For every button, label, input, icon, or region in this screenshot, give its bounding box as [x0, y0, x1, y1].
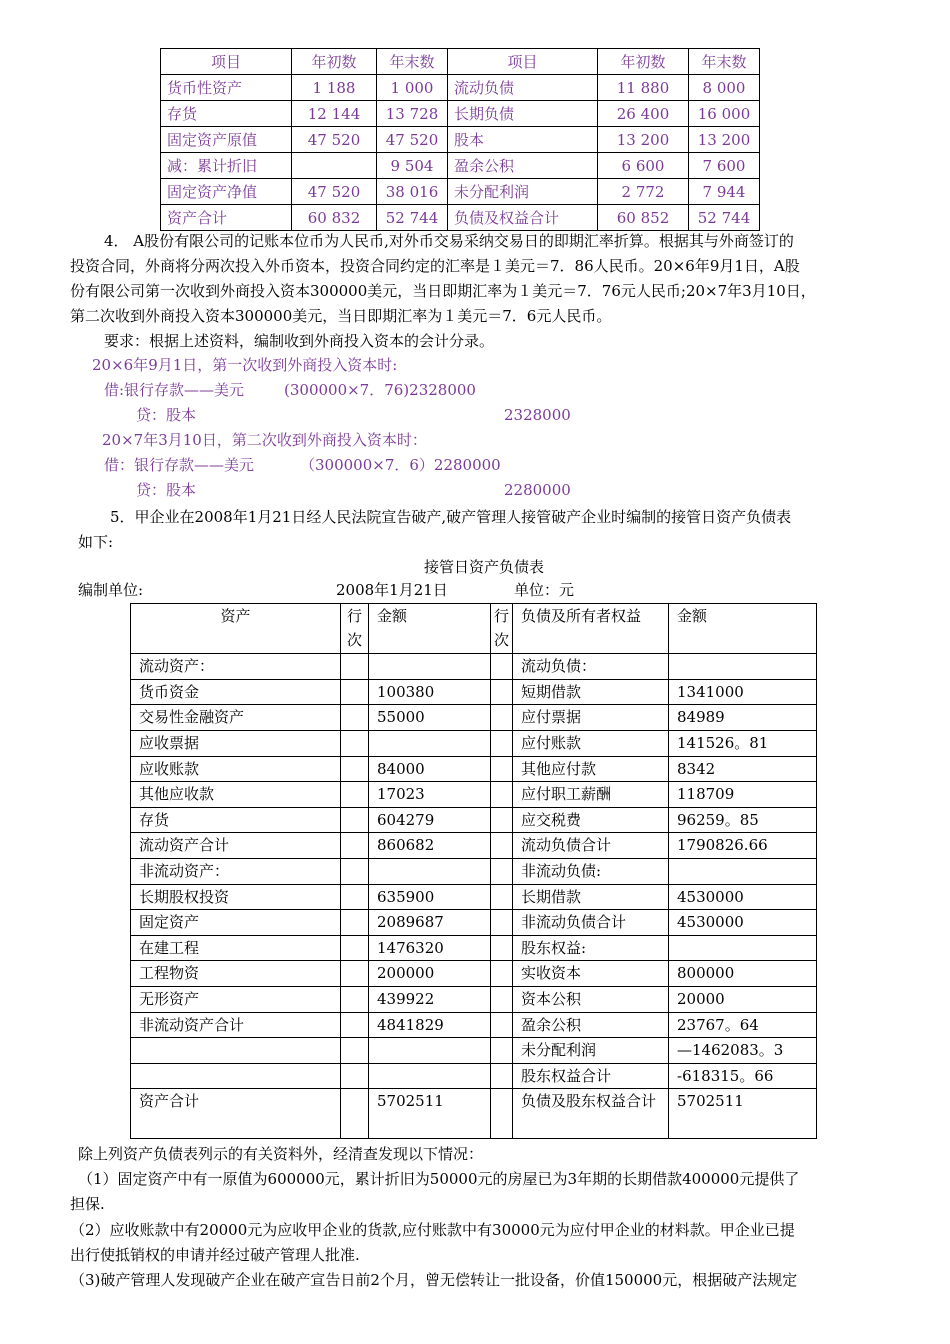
q4-line2: 投资合同，外商将分两次投入外币资本，投资合同约定的汇率是１美元＝7．86人民币。20×6年9月1日，A股: [70, 257, 800, 275]
table-cell: 股东权益:: [513, 935, 669, 961]
table-cell: 84000: [369, 756, 491, 782]
table-header-cell: 项目: [161, 49, 292, 75]
table-cell: [341, 858, 369, 884]
table-cell: 未分配利润: [448, 179, 598, 205]
table-cell: 货币资金: [131, 679, 341, 705]
table-row: [161, 153, 760, 179]
table-cell: 4530000: [669, 910, 817, 936]
table-cell: [341, 1063, 369, 1089]
table-cell: 60 852: [598, 205, 689, 231]
table-cell: 无形资产: [131, 986, 341, 1012]
table-cell: 应收票据: [131, 730, 341, 756]
table-cell: [341, 654, 369, 680]
table-cell: 96259。85: [669, 807, 817, 833]
q5-item1a: （1）固定资产中有一原值为600000元，累计折旧为50000元的房屋已为3年期的长期借款400000元提供了: [78, 1170, 800, 1188]
table-cell: [341, 705, 369, 731]
table-cell: [491, 1063, 513, 1089]
balance-table-1: [160, 48, 760, 231]
q4-line4: 第二次收到外商投入资本300000美元，当日即期汇率为１美元＝7．6元人民币。: [70, 307, 612, 325]
table-cell: 流动资产合计: [131, 833, 341, 859]
table-cell: 资产合计: [131, 1089, 341, 1139]
table-cell: [341, 807, 369, 833]
table-row: [131, 679, 817, 705]
table-cell: [341, 961, 369, 987]
table-cell: 439922: [369, 986, 491, 1012]
table-cell: 60 832: [292, 205, 377, 231]
table-cell: 20000: [669, 986, 817, 1012]
q5-item3a: （3)破产管理人发现破产企业在破产宣告日前2个月，曾无偿转让一批设备，价值150000元，根据破产法规定: [70, 1271, 798, 1289]
table-cell: 固定资产: [131, 910, 341, 936]
table-row: [131, 654, 817, 680]
table-cell: [491, 1038, 513, 1064]
table-header-cell: 年末数: [377, 49, 448, 75]
table-row: [131, 1012, 817, 1038]
table-cell: 47 520: [377, 127, 448, 153]
entry2-title: 20×7年3月10日，第二次收到外商投入资本时：: [102, 431, 427, 449]
table-cell: [341, 935, 369, 961]
table-row: [131, 935, 817, 961]
table-cell: 47 520: [292, 127, 377, 153]
table-row: [161, 101, 760, 127]
table-cell: 26 400: [598, 101, 689, 127]
table-cell: 未分配利润: [513, 1038, 669, 1064]
table-cell: 1 188: [292, 75, 377, 101]
table-cell: 实收资本: [513, 961, 669, 987]
table-cell: 工程物资: [131, 961, 341, 987]
table-cell: 4841829: [369, 1012, 491, 1038]
table-row: [131, 782, 817, 808]
table-cell: 交易性金融资产: [131, 705, 341, 731]
entry1-credit-amount: 2328000: [504, 406, 571, 424]
table-cell: 盈余公积: [513, 1012, 669, 1038]
table-cell: 9 504: [377, 153, 448, 179]
table-row: [131, 730, 817, 756]
table-cell: 减：累计折旧: [161, 153, 292, 179]
table-cell: 52 744: [689, 205, 760, 231]
table-cell: 盈余公积: [448, 153, 598, 179]
table-row: [131, 756, 817, 782]
table-cell: 16 000: [689, 101, 760, 127]
table-cell: 货币性资产: [161, 75, 292, 101]
table-cell: 短期借款: [513, 679, 669, 705]
table-cell: 13 728: [377, 101, 448, 127]
table-cell: [491, 858, 513, 884]
table-cell: [491, 935, 513, 961]
table-cell: 118709: [669, 782, 817, 808]
table-cell: 38 016: [377, 179, 448, 205]
table-cell: [491, 730, 513, 756]
table-cell: 应付票据: [513, 705, 669, 731]
table-cell: 4530000: [669, 884, 817, 910]
table-cell: 流动负债：: [513, 654, 669, 680]
entry1-debit-amount: (300000×7．76)2328000: [284, 381, 476, 399]
table-cell: [491, 986, 513, 1012]
table-cell: [369, 730, 491, 756]
table-cell: [131, 1063, 341, 1089]
table-cell: 47 520: [292, 179, 377, 205]
table-header-cell: 资产: [131, 604, 341, 654]
table-cell: 1790826.66: [669, 833, 817, 859]
table-row: [161, 179, 760, 205]
table-cell: [491, 961, 513, 987]
q4-requirement: 要求：根据上述资料，编制收到外商投入资本的会计分录。: [104, 332, 495, 350]
table-cell: 股东权益合计: [513, 1063, 669, 1089]
q5-line1: 5．甲企业在2008年1月21日经人民法院宣告破产,破产管理人接管破产企业时编制的接管日资产负债表: [110, 508, 792, 526]
table-cell: 流动负债合计: [513, 833, 669, 859]
entry2-credit-amount: 2280000: [504, 481, 571, 499]
table-cell: 7 600: [689, 153, 760, 179]
table-cell: [369, 858, 491, 884]
table-cell: 8342: [669, 756, 817, 782]
table-cell: 800000: [669, 961, 817, 987]
table-cell: [491, 910, 513, 936]
table-cell: [369, 1063, 491, 1089]
q4-line3: 份有限公司第一次收到外商投入资本300000美元，当日即期汇率为１美元＝7．76元人民币;20×7年3月10日，: [70, 282, 816, 300]
entry2-debit-amount: （300000×7．6）2280000: [300, 456, 501, 474]
table-cell: [491, 782, 513, 808]
table-cell: 8 000: [689, 75, 760, 101]
table-cell: 存货: [131, 807, 341, 833]
table-cell: -618315。66: [669, 1063, 817, 1089]
table-cell: 长期借款: [513, 884, 669, 910]
table-cell: [341, 833, 369, 859]
table-cell: [341, 884, 369, 910]
table-cell: 13 200: [689, 127, 760, 153]
table-header-cell: 年初数: [292, 49, 377, 75]
table-cell: 5702511: [669, 1089, 817, 1139]
table-cell: 其他应付款: [513, 756, 669, 782]
table-cell: [491, 1089, 513, 1139]
table-cell: 资本公积: [513, 986, 669, 1012]
table-cell: [341, 910, 369, 936]
entry1-debit: 借:银行存款——美元: [104, 381, 245, 399]
table-cell: 应付职工薪酬: [513, 782, 669, 808]
table-cell: [669, 935, 817, 961]
table-row: [131, 705, 817, 731]
table-cell: 非流动资产：: [131, 858, 341, 884]
table-cell: 固定资产原值: [161, 127, 292, 153]
table-cell: 负债及权益合计: [448, 205, 598, 231]
table-cell: [491, 1012, 513, 1038]
table-header-cell: 项目: [448, 49, 598, 75]
entry1-title: 20×6年9月1日，第一次收到外商投入资本时:: [92, 356, 398, 374]
table-row: [161, 127, 760, 153]
unit-left: 编制单位:: [78, 581, 144, 599]
table-cell: 流动资产：: [131, 654, 341, 680]
table-cell: 13 200: [598, 127, 689, 153]
table-row: [161, 205, 760, 231]
table-row: [131, 884, 817, 910]
table-cell: 5702511: [369, 1089, 491, 1139]
table-header-row: [131, 604, 817, 654]
table-cell: [341, 730, 369, 756]
table-cell: 7 944: [689, 179, 760, 205]
table-cell: 17023: [369, 782, 491, 808]
table-cell: 非流动负债合计: [513, 910, 669, 936]
table-row: [131, 910, 817, 936]
table-cell: 52 744: [377, 205, 448, 231]
table-cell: 长期负债: [448, 101, 598, 127]
table-cell: 6 600: [598, 153, 689, 179]
table-cell: 1476320: [369, 935, 491, 961]
entry1-credit: 贷：股本: [136, 406, 197, 424]
table-cell: 200000: [369, 961, 491, 987]
table-header-cell: 负债及所有者权益: [513, 604, 669, 654]
table-row: [131, 858, 817, 884]
table-cell: [341, 1089, 369, 1139]
table-header-cell: 金额: [669, 604, 817, 654]
table-cell: 1 000: [377, 75, 448, 101]
table-header-cell: 行次: [341, 604, 369, 654]
q5-item2a: （2）应收账款中有20000元为应收甲企业的货款,应付账款中有30000元为应付甲企业的材料款。甲企业已提: [70, 1221, 795, 1239]
table-cell: [369, 1038, 491, 1064]
table-cell: 应收账款: [131, 756, 341, 782]
table-row: [131, 1038, 817, 1064]
report-date: 2008年1月21日: [336, 581, 448, 599]
table-row: [161, 75, 760, 101]
table-row: [131, 961, 817, 987]
table-cell: 股本: [448, 127, 598, 153]
table-cell: —1462083。3: [669, 1038, 817, 1064]
table-cell: 84989: [669, 705, 817, 731]
table-row: [131, 1089, 817, 1139]
table-cell: 流动负债: [448, 75, 598, 101]
table-cell: [131, 1038, 341, 1064]
table-header-cell: 年末数: [689, 49, 760, 75]
entry2-debit: 借：银行存款——美元: [104, 456, 255, 474]
q5-item1b: 担保.: [70, 1195, 105, 1213]
table-cell: [341, 756, 369, 782]
table-cell: [341, 782, 369, 808]
table-cell: 存货: [161, 101, 292, 127]
table-cell: [491, 884, 513, 910]
table-cell: 应交税费: [513, 807, 669, 833]
table-title: 接管日资产负债表: [424, 558, 545, 576]
table-cell: 2089687: [369, 910, 491, 936]
table-cell: [491, 756, 513, 782]
table-cell: 860682: [369, 833, 491, 859]
table-cell: [369, 654, 491, 680]
table-cell: [491, 705, 513, 731]
table-cell: 资产合计: [161, 205, 292, 231]
table-cell: 604279: [369, 807, 491, 833]
table-cell: [341, 679, 369, 705]
q5-item2b: 出行使抵销权的申请并经过破产管理人批准.: [70, 1246, 360, 1264]
table-cell: [669, 654, 817, 680]
table-cell: 负债及股东权益合计: [513, 1089, 669, 1139]
balance-table-2: [130, 603, 817, 1139]
q5-line2: 如下:: [78, 533, 114, 551]
table-header-cell: 金额: [369, 604, 491, 654]
table-cell: 141526。81: [669, 730, 817, 756]
table-header-cell: 年初数: [598, 49, 689, 75]
table-cell: 非流动负债:: [513, 858, 669, 884]
unit-right: 单位：元: [514, 581, 575, 599]
table-cell: 固定资产净值: [161, 179, 292, 205]
table-cell: 12 144: [292, 101, 377, 127]
table-cell: 11 880: [598, 75, 689, 101]
table-cell: 应付账款: [513, 730, 669, 756]
q4-line1: 4． A股份有限公司的记账本位币为人民币,对外币交易采纳交易日的即期汇率折算。根据其与外商签订的: [104, 232, 794, 250]
table-header-cell: 行次: [491, 604, 513, 654]
table-cell: [292, 153, 377, 179]
table-cell: [491, 833, 513, 859]
table-cell: 100380: [369, 679, 491, 705]
table-cell: [491, 654, 513, 680]
table-cell: [341, 1038, 369, 1064]
table-header-row: [161, 49, 760, 75]
table-row: [131, 833, 817, 859]
table-cell: 635900: [369, 884, 491, 910]
table-cell: [341, 1012, 369, 1038]
table-row: [131, 807, 817, 833]
table-cell: 55000: [369, 705, 491, 731]
table-cell: [341, 986, 369, 1012]
table-cell: 在建工程: [131, 935, 341, 961]
entry2-credit: 贷：股本: [136, 481, 197, 499]
table-cell: 23767。64: [669, 1012, 817, 1038]
table-cell: 长期股权投资: [131, 884, 341, 910]
table-cell: [491, 679, 513, 705]
table-cell: [491, 807, 513, 833]
table-cell: 2 772: [598, 179, 689, 205]
table-cell: [669, 858, 817, 884]
q5-after: 除上列资产负债表列示的有关资料外，经清查发现以下情况：: [78, 1145, 484, 1163]
table-cell: 1341000: [669, 679, 817, 705]
table-cell: 非流动资产合计: [131, 1012, 341, 1038]
table-row: [131, 986, 817, 1012]
table-cell: 其他应收款: [131, 782, 341, 808]
table-row: [131, 1063, 817, 1089]
